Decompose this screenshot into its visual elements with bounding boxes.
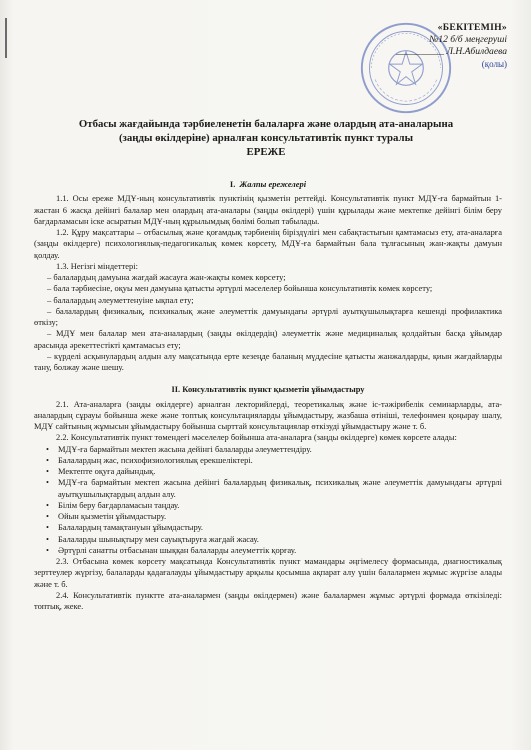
list-item: • Балаларды шынықтыру мен сауықтыруға жағдай жасау. [46,533,259,544]
paragraph-2-2: 2.2. Консультативтік пункт төмендегі мәселелер бойынша ата-аналарға (заңды өкілдерге) көмек көрсете алады: [56,432,457,443]
list-item: • МДҰ-ға бармайтын мектеп жасына дейінгі балалардың физикалық, психикалық және әлеуметтік дамуындағы әртүрлі ауытқушылықтардың алдын алу. [46,477,502,499]
list-item: • Әртүрлі санатты отбасынан шыққан балаларды әлеуметтік қорғау. [46,544,297,555]
task-item: – күрделі асқынулардың алдын алу мақсатында ерте кезеңде баланың мүддесіне қатысты жанжалдарды, қиын жағдайларды тану, болжау және шешу. [34,350,502,372]
task-item: – балалардың физикалық, психикалық және әлеуметтік дамуындағы әртүрлі ауытқушылықтарға кешенді профилактика өткізу; [34,305,502,327]
paragraph-1-1: 1.1. Осы ереже МДҰ-ның консультативтік пунктінің қызметін реттейді. Консультативтік пункт МДҰ-ға бармайтын 1-жастан 6 жасқа дейінгі балалар мен олардың ата-аналары (заңды өкілдері) үшін құрылады және мектепке дейінгі білім беру бағдарламасын іске асыратын МДҰ-ның құрылымдық бөлімі болып табылады. [34,193,502,226]
list-item: • Балалардың жас, психофизиологиялық ерекшеліктері. [46,454,253,465]
title-line-1: Отбасы жағдайында тәрбиеленетін балаларға және олардың ата-аналарына [78,118,454,130]
paragraph-1-2: 1.2. Құру мақсаттары – отбасылық және қоғамдық тәрбиенің біріздүлігі мен сабақтастығын қамтамасыз ету, ата-аналарға (заңды өкілдерге) психологиялық-педагогикалық көмек көрсету, МДҰ-ға бармайтын бала тұлғасының жан-жақты дамуын қолдау. [34,227,502,260]
bullet-icon: • [46,533,49,544]
bullet-icon: • [46,544,49,555]
task-item: – балалардың әлеуметтенуіне ықпал ету; [47,294,194,305]
bullet-icon: • [46,443,49,454]
approval-position: №12 б/б меңгеруші [429,34,507,45]
bullet-icon: • [46,511,49,521]
document-title [30,117,502,159]
list-item: • МДҰ-ға бармайтын мектеп жасына дейінгі балаларды әлеуметтендіру. [46,443,312,454]
approval-approve-label: «БЕКІТЕМІН» [437,22,507,33]
scan-edge-mark [5,18,7,58]
bullet-icon: • [46,522,49,533]
paragraph-2-3: 2.3. Отбасына көмек көрсету мақсатында Консультативтік пункт мамандары әңгімелесу формасында, диагностикалық зерттеулер жүргізу, балаларды қадағалауды ұйымдастыру арқылы қосымша ақпарат алу үшін балалармен жұмыс жүргізе алады және т. б. [34,556,502,589]
task-item: – МДҰ мен балалар мен ата-аналардың (заңды өкілдердің) әлеуметтік және медициналық қолдайтын басқа ұйымдар арасында әрекеттестікті қамтамасыз ету; [34,328,502,350]
task-item: – бала тәрбиесіне, оқуы мен дамуына қатысты әртүрлі мәселелер бойынша консультативтік көмек көрсету; [47,283,433,294]
list-item: • Мектепте оқуға дайындық. [46,466,156,476]
list-item: • Білім беру бағдарламасын таңдау. [46,499,180,510]
section-1-number: I. [229,179,236,189]
title-line-2: (заңды өкілдеріне) арналған консультативтік пункт туралы [118,132,414,144]
help-topics-list [34,444,502,557]
section-1-title: Жалпы ережелері [239,179,307,189]
task-item: – балалардың дамуына жағдай жасауға жан-жақты көмек көрсету; [47,272,286,282]
bullet-icon: • [46,454,49,465]
bullet-icon: • [46,466,49,476]
document-body [34,176,502,612]
approval-block [357,22,507,70]
paragraph-2-4: 2.4. Консультативтік пунктте ата-аналармен (заңды өкілдермен) және балалармен жұмыс әртүрлі формада өткізіледі: топтық, жеке. [34,589,502,611]
paragraph-1-3: 1.3. Негізгі міндеттері: [56,260,138,271]
section-1-heading [34,179,502,190]
approval-signature-note: (қолы) [481,59,507,69]
section-2-heading: II. Консультативтік пункт қызметін ұйымдастыру [171,384,365,395]
approval-signatory: __________ Л.Н.Абилдаева [396,46,507,57]
bullet-icon: • [46,477,49,488]
list-item: • Ойын қызметін ұйымдастыру. [46,511,167,521]
title-line-3: ЕРЕЖЕ [246,146,286,158]
bullet-icon: • [46,499,49,510]
list-item: • Балалардың тамақтануын ұйымдастыру. [46,522,204,533]
paragraph-2-1: 2.1. Ата-аналарға (заңды өкілдерге) арналған лекторийлерді, теоретикалық және іс-тәжірибелік семинарларды, ата-аналардың сұрауы бойынша жеке және топтық консультацияларды ұйымдастыру, жазбаша өтініші, телефонмен қоңырау шалу, МДҰ сайтының жұмысын ұйымдастыру бойынша сырттай консультациялар өткізуді ұйымдастыру және т. б. [34,398,502,431]
